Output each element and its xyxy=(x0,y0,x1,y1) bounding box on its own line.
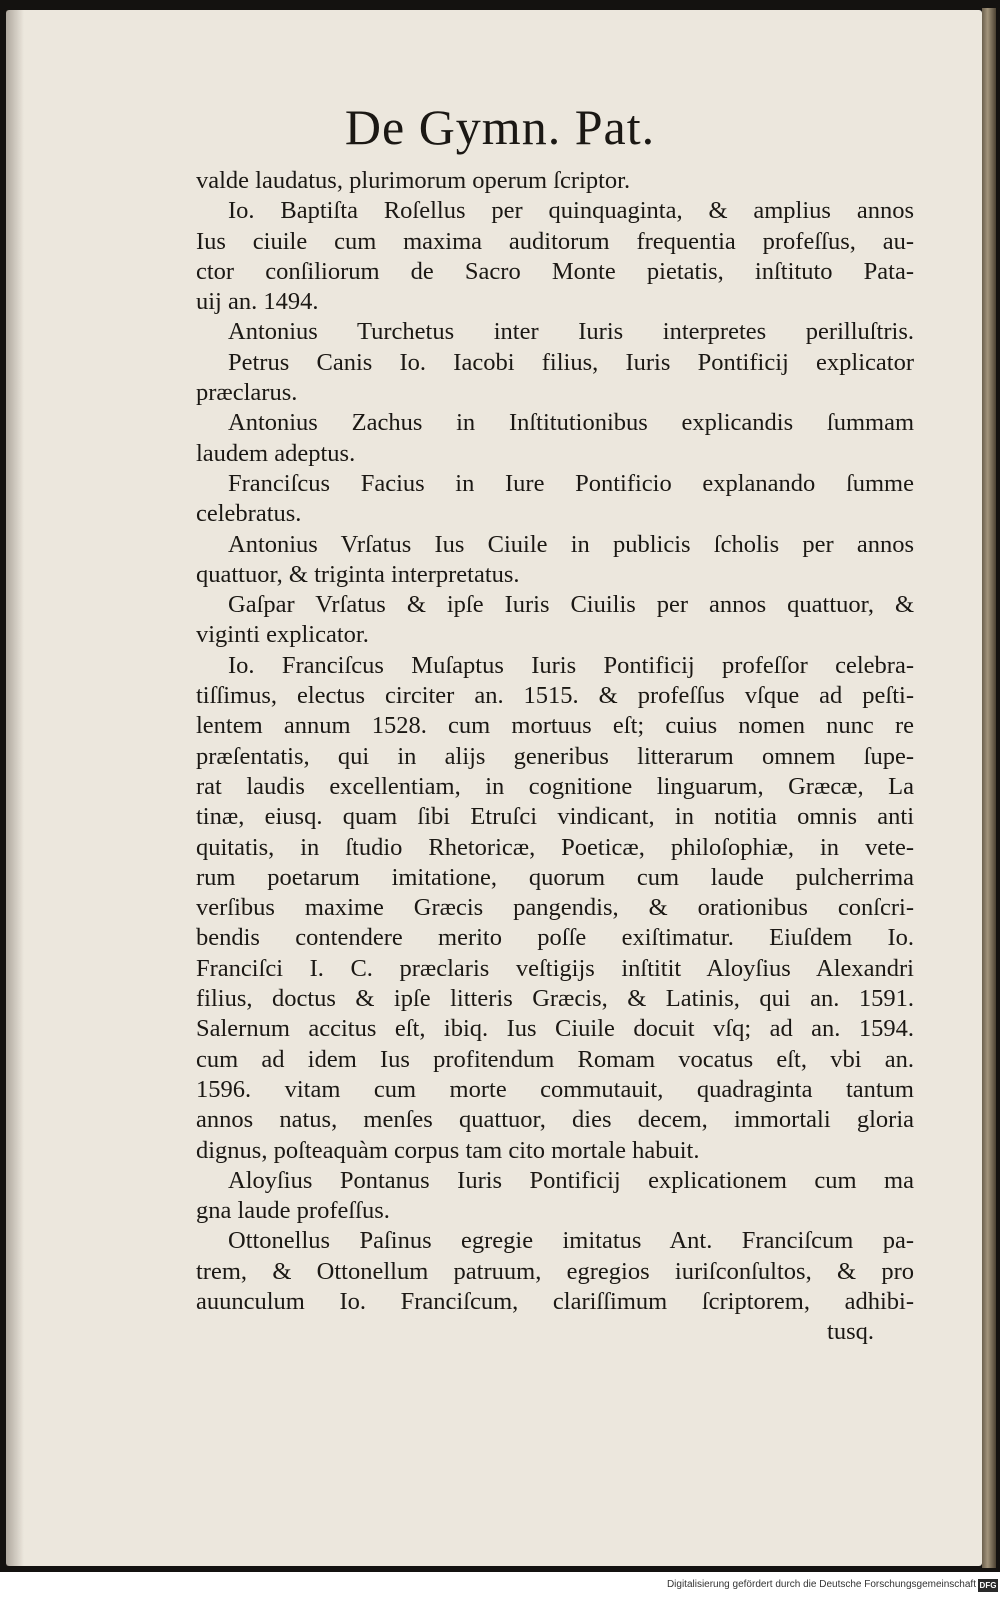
text-line: 1596. vitam cum morte commutauit, quadraginta tantum xyxy=(196,1075,914,1103)
text-line: Salernum accitus eſt, ibiq. Ius Ciuile docuit vſq; ad an. 1594. xyxy=(196,1015,914,1043)
text-line: dignus, poſteaquàm corpus tam cito mortale habuit. xyxy=(196,1136,700,1164)
text-line: ctor conſiliorum de Sacro Monte pietatis, inſtituto Pata- xyxy=(196,257,914,285)
text-line: viginti explicator. xyxy=(196,621,369,649)
text-line: rum poetarum imitatione, quorum cum laude pulcherrima xyxy=(196,863,914,891)
text-line: annos natus, menſes quattuor, dies decem, immortali gloria xyxy=(196,1106,914,1134)
text-line: Petrus Canis Io. Iacobi filius, Iuris Pontificij explicator xyxy=(228,348,914,376)
dfg-logo: DFG xyxy=(979,1581,997,1590)
text-line: uij an. 1494. xyxy=(196,288,319,316)
text-line: Gaſpar Vrſatus & ipſe Iuris Ciuilis per annos quattuor, & xyxy=(228,591,914,619)
text-line: Franciſci I. C. præclaris veſtigijs inſtitit Aloyſius Alexandri xyxy=(196,954,914,982)
text-line: Ius ciuile cum maxima auditorum frequentia profeſſus, au- xyxy=(196,227,914,255)
text-line: præſentatis, qui in alijs generibus litterarum omnem ſupe- xyxy=(196,742,914,770)
text-line: tiſſimus, electus circiter an. 1515. & profeſſus vſque ad peſti- xyxy=(196,682,914,710)
text-line: auunculum Io. Franciſcum, clariſſimum ſcriptorem, adhibi- xyxy=(196,1287,914,1315)
text-line: præclarus. xyxy=(196,379,298,407)
text-line: tusq. xyxy=(827,1318,874,1346)
page-edge xyxy=(982,8,996,1568)
text-line: Antonius Turchetus inter Iuris interpretes perilluſtris. xyxy=(228,318,914,346)
text-line: Franciſcus Facius in Iure Pontificio explanando ſumme xyxy=(228,469,914,497)
text-line: valde laudatus, plurimorum operum ſcriptor. xyxy=(196,167,631,194)
text-line: Io. Baptiſta Roſellus per quinquaginta, & amplius annos xyxy=(228,197,914,225)
text-line: lentem annum 1528. cum mortuus eſt; cuius nomen nunc re xyxy=(196,712,914,740)
text-line: Antonius Zachus in Inſtitutionibus explicandis ſummam xyxy=(228,409,914,437)
text-line: trem, & Ottonellum patruum, egregios iuriſconſultos, & pro xyxy=(196,1257,914,1285)
text-line: quattuor, & triginta interpretatus. xyxy=(196,560,520,588)
text-line: laudem adeptus. xyxy=(196,439,356,467)
text-line: Aloyſius Pontanus Iuris Pontificij explicationem cum ma xyxy=(228,1166,914,1194)
body-text xyxy=(196,166,914,1348)
text-line: rat laudis excellentiam, in cognitione linguarum, Græcæ, La xyxy=(196,772,914,800)
text-line: cum ad idem Ius profitendum Romam vocatus eſt, vbi an. xyxy=(196,1045,914,1073)
text-line: celebratus. xyxy=(196,500,302,528)
text-line: bendis contendere merito poſſe exiſtimatur. Eiuſdem Io. xyxy=(196,924,914,952)
text-line: tinæ, eiusq. quam ſibi Etruſci vindicant, in notitia omnis anti xyxy=(196,803,914,831)
text-line: verſibus maxime Græcis pangendis, & orationibus conſcri- xyxy=(196,894,914,922)
gutter-shadow xyxy=(6,10,24,1566)
text-line: quitatis, in ſtudio Rhetoricæ, Poeticæ, philoſophiæ, in vete- xyxy=(196,833,914,861)
text-line: filius, doctus & ipſe litteris Græcis, & Latinis, qui an. 1591. xyxy=(196,985,914,1013)
footer-bar xyxy=(0,1576,1000,1598)
running-head: De Gymn. Pat. xyxy=(344,99,656,155)
text-line: Antonius Vrſatus Ius Ciuile in publicis ſcholis per annos xyxy=(228,530,914,558)
text-line: Ottonellus Paſinus egregie imitatus Ant. Franciſcum pa- xyxy=(228,1227,914,1255)
text-line: gna laude profeſſus. xyxy=(196,1197,390,1225)
footer-credit: Digitalisierung gefördert durch die Deutsche Forschungsgemeinschaft xyxy=(666,1579,976,1590)
text-line: Io. Franciſcus Muſaptus Iuris Pontificij profeſſor celebra- xyxy=(228,651,914,679)
